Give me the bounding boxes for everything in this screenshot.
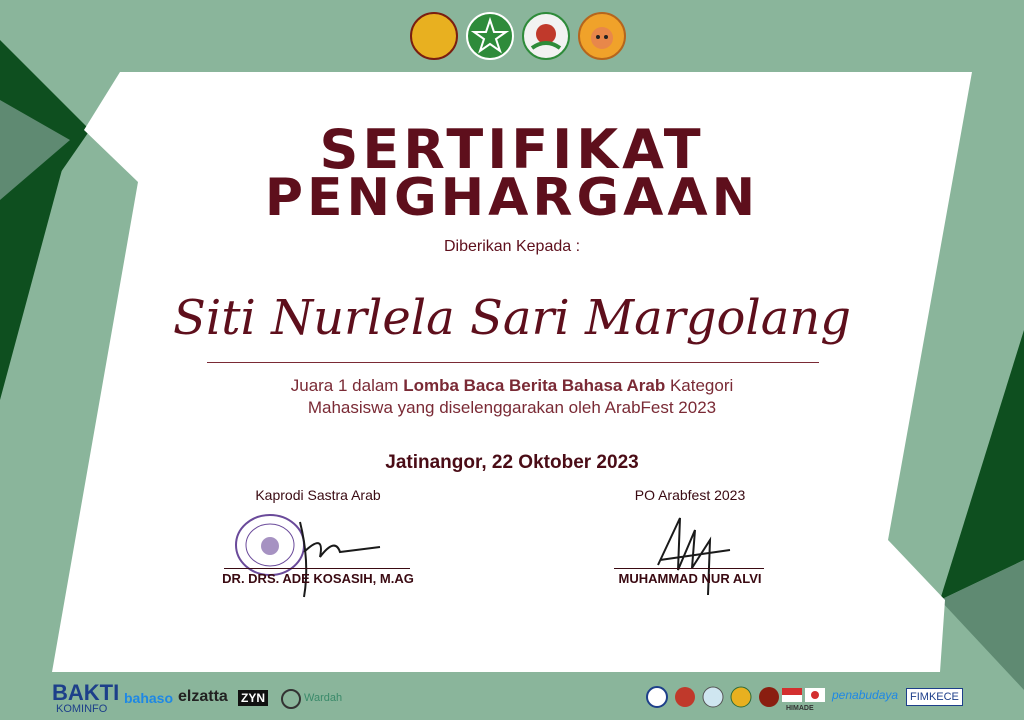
sponsor-bahaso: bahaso (124, 690, 174, 706)
description-line2: Mahasiswa yang diselenggarakan oleh ArabFest 2023 (307, 398, 717, 417)
given-to-label: Diberikan Kepada : (443, 238, 581, 255)
signature-right-icon (650, 510, 740, 605)
sponsor-zyn: ZYN (238, 690, 268, 706)
sponsor-wardah: Wardah (304, 692, 343, 704)
certificate-title-line2: PENGHARGAAN (264, 168, 760, 228)
place-date: Jatinangor, 22 Oktober 2023 (385, 452, 639, 473)
award-description (0, 375, 1024, 419)
star-icon (468, 14, 512, 58)
university-logo (410, 12, 458, 60)
signature-left-icon (270, 512, 390, 602)
sponsor-himade: HIMADE (786, 705, 814, 712)
signatory-name-right: MUHAMMAD NUR ALVI (618, 571, 762, 586)
certificate-title-line1: SERTIFIKAT (319, 118, 705, 181)
mascot-face-icon (580, 14, 624, 58)
arabfest-emblem-icon (524, 14, 568, 58)
faculty-logo (466, 12, 514, 60)
sponsor-fimkece: FIMKECE (906, 688, 963, 706)
sponsor-kominfo: KOMINFO (56, 703, 108, 715)
name-underline (207, 362, 819, 363)
signature-line-right (614, 568, 764, 569)
sponsor-dp-icon (280, 688, 302, 710)
signatory-name-left: DR. DRS. ADE KOSASIH, M.AG (222, 571, 414, 586)
sponsor-bakti: BAKTI (52, 680, 120, 705)
arabfest-logo (522, 12, 570, 60)
signatory-role-left: Kaprodi Sastra Arab (255, 487, 381, 503)
sponsor-elzatta: elzatta (178, 688, 228, 705)
sponsor-penabudaya: penabudaya (832, 688, 899, 702)
partner-logos-icon (645, 684, 785, 710)
description-suffix: Kategori (665, 376, 734, 395)
flags-icon (782, 688, 826, 704)
recipient-name: Siti Nurlela Sari Margolang (173, 290, 851, 346)
description-prefix: Juara 1 dalam (290, 376, 404, 395)
mascot-logo (578, 12, 626, 60)
signatory-role-right: PO Arabfest 2023 (634, 487, 746, 503)
signature-line-left (224, 568, 410, 569)
description-event: Lomba Baca Berita Bahasa Arab (403, 376, 666, 395)
